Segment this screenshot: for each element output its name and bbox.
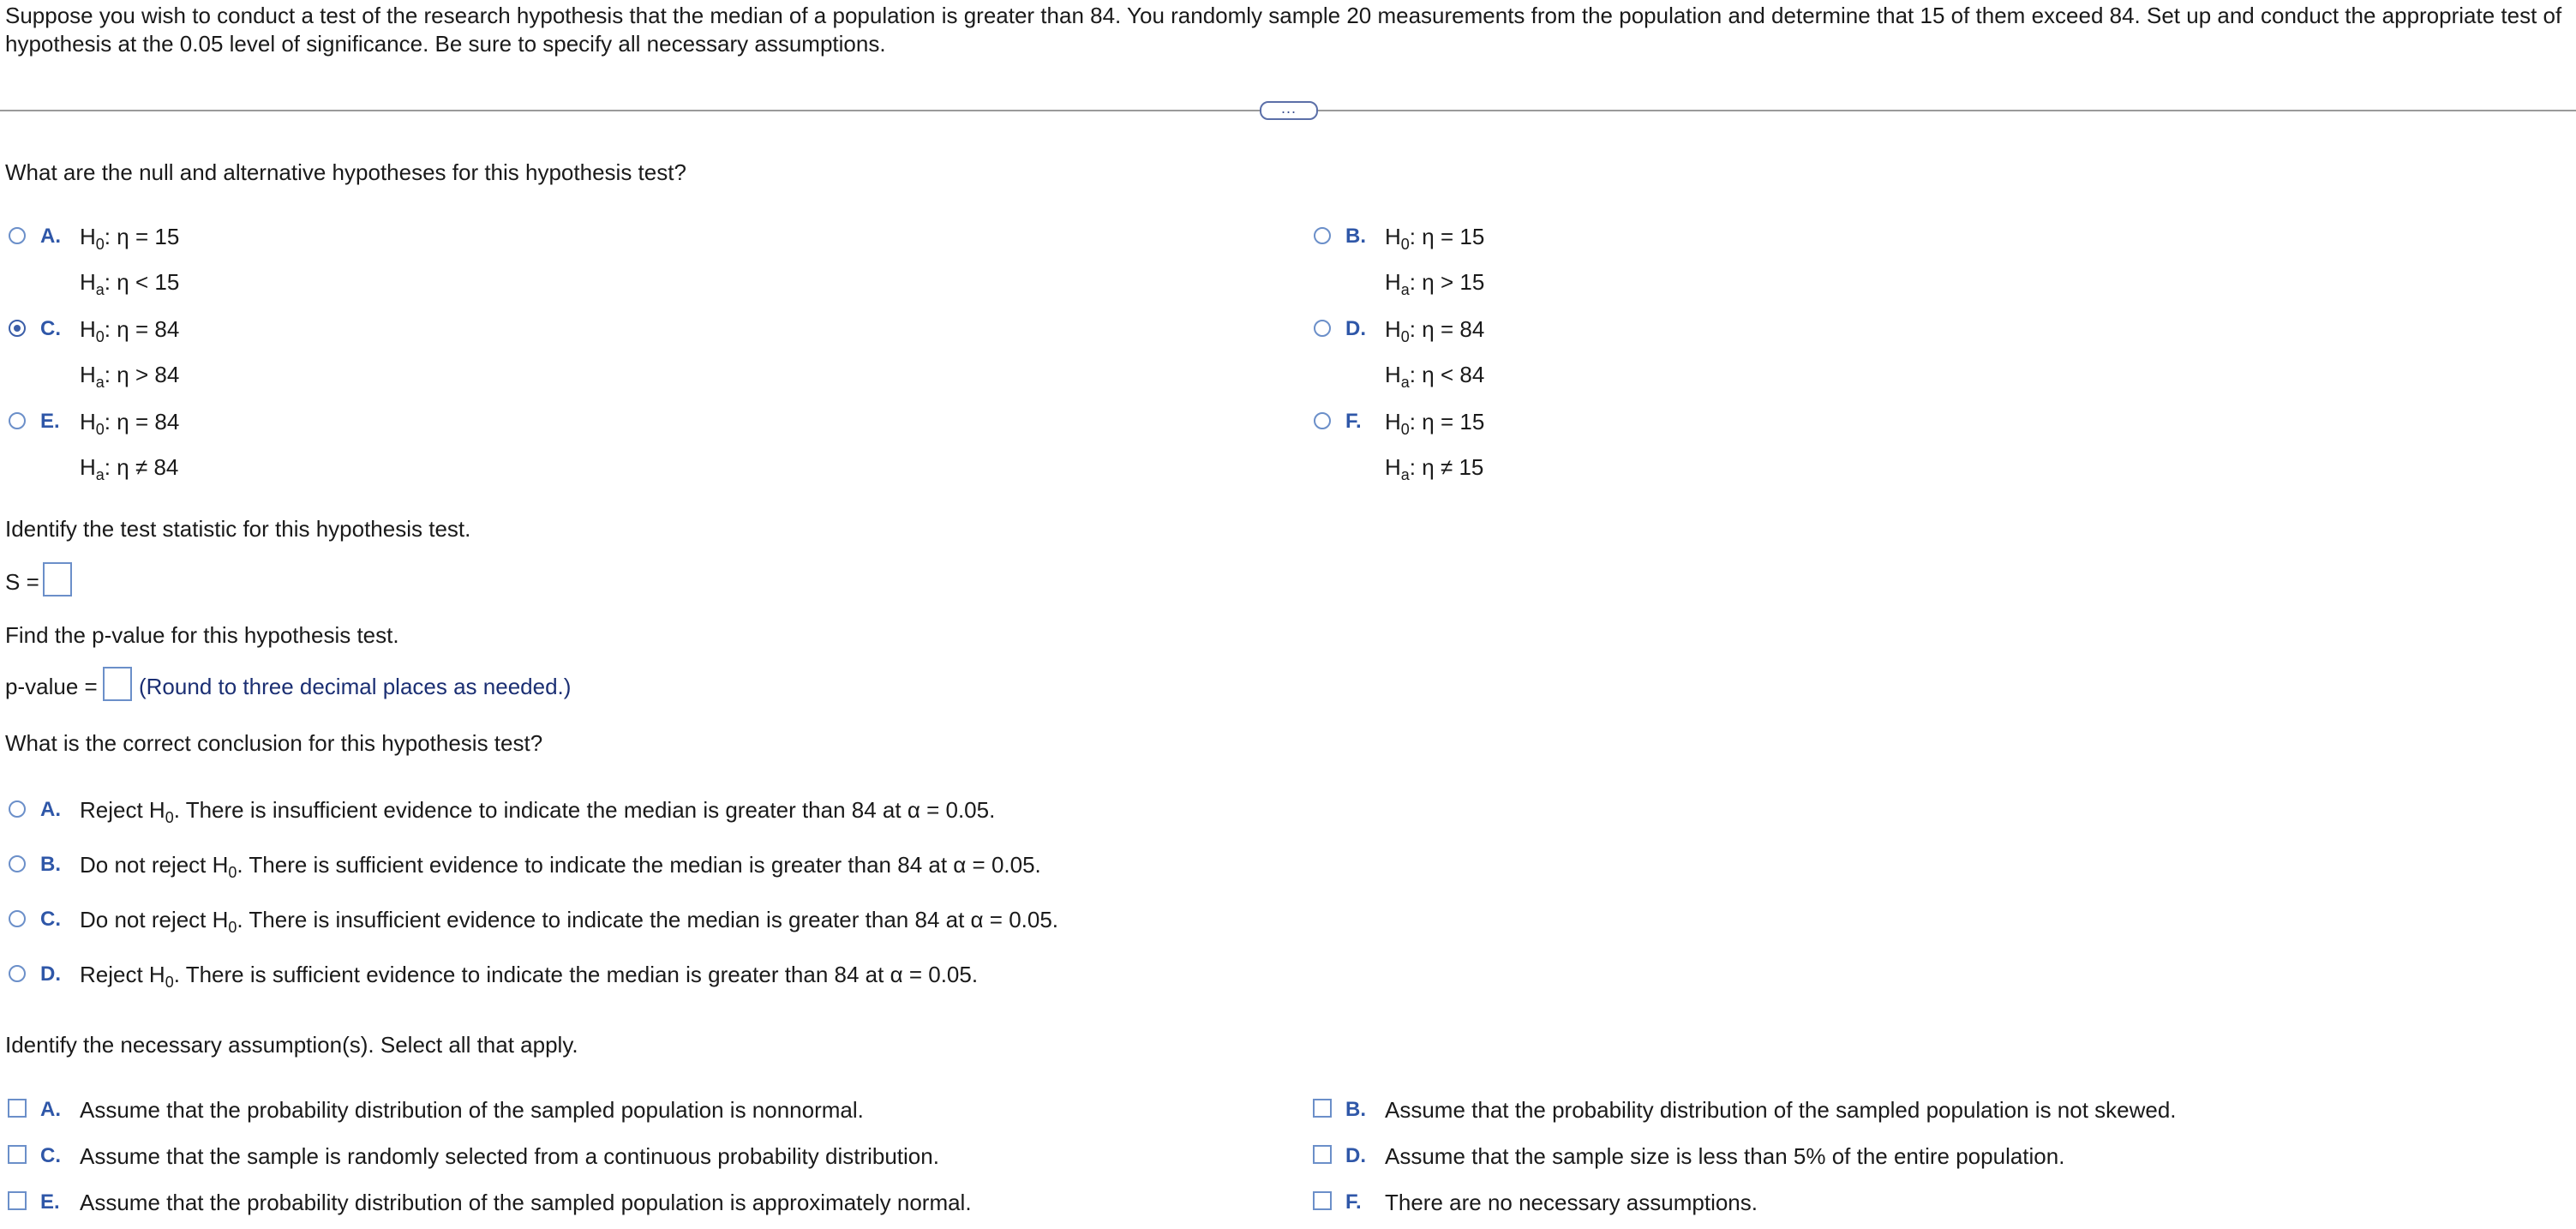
hypothesis-option-b-radio[interactable] [1314,227,1331,244]
hypothesis-option-a-text[interactable]: $H_0$: η = 15 $H_a$: η < 15 [80,224,180,298]
conclusion-option-a-radio[interactable] [9,800,26,818]
option-c-ha: η > 84 [117,362,180,387]
assumption-a-checkbox[interactable] [8,1099,27,1118]
option-letter: D. [1345,317,1366,340]
option-e-h0: η = 84 [117,409,180,435]
p-value-label: p-value = [5,674,98,699]
conclusion-option-b-radio[interactable] [9,855,26,872]
hypothesis-option-e-text[interactable]: $H_0$: η = 84 $H_a$: η ≠ 84 [80,409,180,483]
option-letter: E. [40,410,60,433]
assumption-b-checkbox[interactable] [1313,1099,1332,1118]
option-letter: A. [40,225,61,248]
test-statistic-label: S = [5,569,39,595]
conclusion-option-d-text[interactable]: Reject $H_0$. There is sufficient evidence to indicate the median is greater than 84 at α = 0.05. [80,962,979,991]
test-statistic-question: Identify the test statistic for this hypothesis test. [5,516,471,542]
assumption-f-text[interactable]: There are no necessary assumptions. [1385,1190,1758,1215]
hypothesis-option-b-text[interactable]: $H_0$: η = 15 $H_a$: η > 15 [1385,224,1485,298]
assumption-d-text[interactable]: Assume that the sample size is less than 5% of the entire population. [1385,1143,2065,1169]
conclusion-option-a-text[interactable]: Reject $H_0$. There is insufficient evidence to indicate the median is greater than 84 at α = 0.05. [80,797,996,826]
option-letter: E. [40,1190,60,1214]
expand-more-button[interactable]: ... [1260,101,1318,120]
conclusion-question: What is the correct conclusion for this hypothesis test? [5,730,543,756]
option-letter: B. [40,853,61,876]
p-value-input[interactable] [103,667,132,701]
option-b-h0: η = 15 [1422,224,1485,249]
option-letter: A. [40,798,61,821]
option-letter: F. [1345,1190,1362,1214]
conclusion-option-b-text[interactable]: Do not reject $H_0$. There is sufficient evidence to indicate the median is greater than 84 at α = 0.05. [80,852,1041,881]
option-e-ha: η ≠ 84 [117,454,179,480]
option-letter: B. [1345,1098,1366,1121]
option-letter: F. [1345,410,1362,433]
option-a-ha: η < 15 [117,269,180,295]
problem-statement: Suppose you wish to conduct a test of the research hypothesis that the median of a population is greater than 84. You randomly sample 20 measurements from the population and determine that 15 of them exceed 84. Set up and conduct the appropriate test of hypothesis at the 0.05 level of significance. Be sure to specify all necessary assumptions. [5,3,2562,57]
test-statistic-input[interactable] [43,562,72,597]
option-letter: C. [40,317,61,340]
assumption-a-text[interactable]: Assume that the probability distribution of the sampled population is nonnormal. [80,1097,864,1123]
assumptions-question: Identify the necessary assumption(s). Select all that apply. [5,1032,578,1058]
conclusion-option-c-text[interactable]: Do not reject $H_0$. There is insufficient evidence to indicate the median is greater than 84 at α = 0.05. [80,907,1059,936]
hypothesis-option-f-radio[interactable] [1314,412,1331,429]
option-letter: A. [40,1098,61,1121]
hypothesis-option-c-radio[interactable] [9,320,26,337]
hypothesis-option-f-text[interactable]: $H_0$: η = 15 $H_a$: η ≠ 15 [1385,409,1485,483]
hypothesis-option-d-radio[interactable] [1314,320,1331,337]
rounding-hint: (Round to three decimal places as needed.) [139,674,572,699]
assumption-d-checkbox[interactable] [1313,1145,1332,1164]
hypothesis-option-d-text[interactable]: $H_0$: η = 84 $H_a$: η < 84 [1385,316,1485,391]
option-f-h0: η = 15 [1422,409,1485,435]
assumption-c-checkbox[interactable] [8,1145,27,1164]
conclusion-option-c-radio[interactable] [9,910,26,927]
option-letter: C. [40,908,61,931]
hypothesis-option-e-radio[interactable] [9,412,26,429]
assumption-e-checkbox[interactable] [8,1191,27,1210]
option-c-h0: η = 84 [117,316,180,342]
assumption-f-checkbox[interactable] [1313,1191,1332,1210]
option-letter: D. [1345,1144,1366,1167]
hypothesis-option-a-radio[interactable] [9,227,26,244]
assumption-b-text[interactable]: Assume that the probability distribution of the sampled population is not skewed. [1385,1097,2177,1123]
assumption-c-text[interactable]: Assume that the sample is randomly selected from a continuous probability distribution. [80,1143,939,1169]
hypothesis-option-c-text[interactable]: $H_0$: η = 84 $H_a$: η > 84 [80,316,180,391]
option-f-ha: η ≠ 15 [1422,454,1484,480]
option-letter: B. [1345,225,1366,248]
option-letter: D. [40,962,61,986]
option-a-h0: η = 15 [117,224,180,249]
hypotheses-question: What are the null and alternative hypotheses for this hypothesis test? [5,159,686,185]
p-value-question: Find the p-value for this hypothesis test. [5,622,399,648]
option-letter: C. [40,1144,61,1167]
assumption-e-text[interactable]: Assume that the probability distribution of the sampled population is approximately normal. [80,1190,972,1215]
option-d-ha: η < 84 [1422,362,1485,387]
conclusion-option-d-radio[interactable] [9,965,26,982]
option-d-h0: η = 84 [1422,316,1485,342]
option-b-ha: η > 15 [1422,269,1485,295]
